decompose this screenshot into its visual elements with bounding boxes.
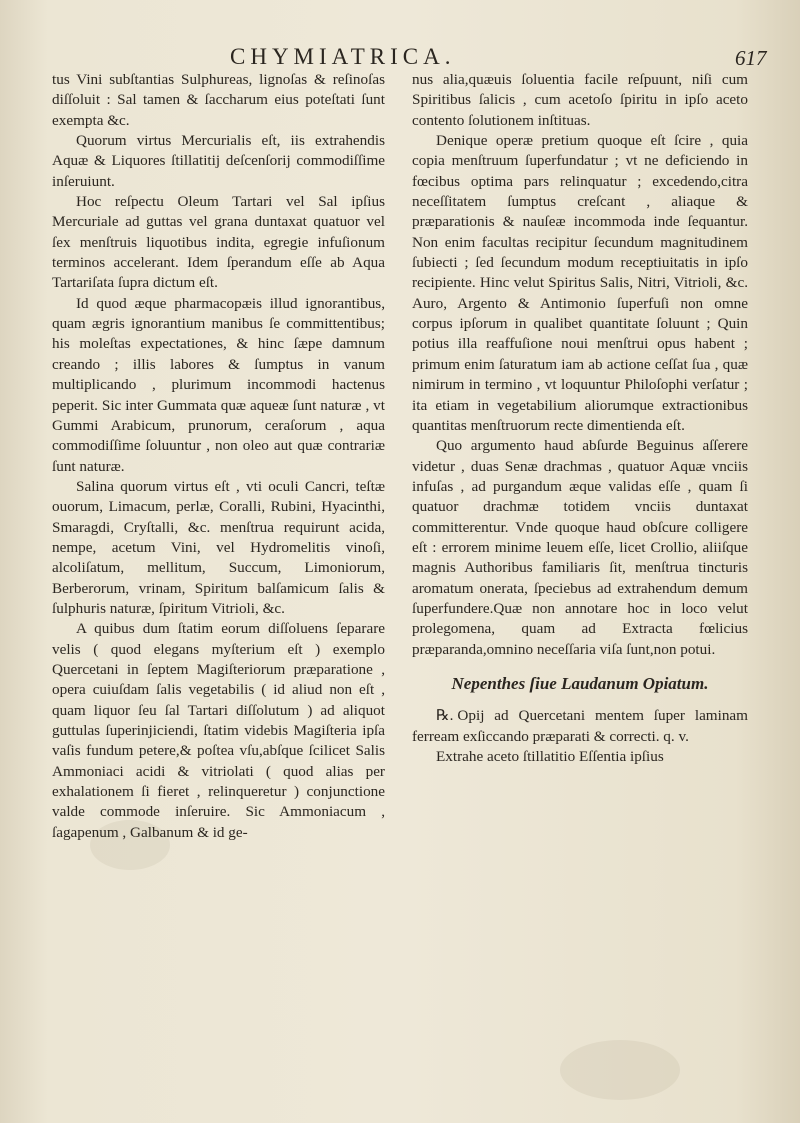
page-number: 617 <box>735 46 767 70</box>
recipe-line <box>412 706 748 747</box>
section-heading: Nepenthes ſiue Laudanum Opiatum. <box>451 673 709 693</box>
paragraph: Quorum virtus Mercurialis eſt, iis extrahendis Aquæ & Liquores ſtillatitij deſcenſorij commodiſſime inſeruiunt. <box>52 132 385 190</box>
recipe-line: Extrahe aceto ſtillatitio Eſſentia ipſius <box>436 748 664 765</box>
recipe-symbol: ℞. <box>436 707 454 725</box>
paragraph: Denique operæ pretium quoque eſt ſcire , quia copia menſtruum ſuperfundatur ; vt ne deficiendo in fœcibus optima pars relinquatur ; excedendo,citra neceſſitatem ſumptus creſcant , aliaque & præparationis & nauſeæ incommoda inde ſequantur. Non enim facultas recipitur ſecundum magnitudinem ſubiecti ; ſed ſecundum modum receptiuitatis in ipſo recipiente. Hinc velut Spiritus Salis, Nitri, Vitrioli, &c. Auro, Argento & Antimonio ſuperfuſi non omne corpus ipſorum in qualibet quantitate ſoluunt ; Quin potius illa reaffuſione noui menſtrui opus habent ; primum enim ſaturatum iam ab actione ceſſat ſua , quæ nimirum in termino , vt loquuntur Philoſophi verſatur ; ita etiam in vegetabilium aliorumque extractionibus quantitas menſtruorum recte dimentienda eſt. <box>412 132 748 434</box>
paragraph: tus Vini subſtantias Sulphureas, lignoſas & reſinoſas diſſoluit : Sal tamen & ſaccharum eius poteſtati ſunt exempta &c. <box>52 71 385 129</box>
paragraph: nus alia,quæuis ſoluentia facile reſpuunt, niſi cum Spiritibus ſalicis , cum acetoſo ſpiritu in ipſo aceto contento ſolutionem inſtituas. <box>412 71 748 129</box>
right-column <box>412 70 748 767</box>
paragraph: Salina quorum virtus eſt , vti oculi Cancri, teſtæ ouorum, Limacum, perlæ, Coralli, Rubini, Hyacinthi, Smaragdi, Cryſtalli, &c. menſtrua requirunt acida, nempe, acetum Vini, vel Hydromelitis vinoſi, alcoliſatum, mellitum, Succum, Limoniorum, Berberorum, vrinam, Spiritum balſamicum ſalis & ſulphuris naturæ, ſpiritum Vitrioli, &c. <box>52 477 385 617</box>
running-title: CHYMIATRICA. <box>230 44 456 69</box>
paragraph: Quo argumento haud abſurde Beguinus aſſerere videtur , duas Senæ drachmas , quatuor Aquæ vnciis infuſas , ad purgandum æque validas eſſe , quam ſi quatuor drachmæ totidem vnciis duntaxat committerentur. Vnde quoque haud obſcure colligere eſt : errorem minime leuem eſſe, licet Crollio, aliiſque magnis Authoribus familiaris ſit, menſtrua tincturis aromatum onerata, ſpeciebus ad extrahendum demum ſuperfundere.Quæ non annotare hoc in loco velut prolegomena, quam ad Extracta fœlicius præparanda,omnino neceſſaria viſa ſunt,non potui. <box>412 437 748 658</box>
paragraph: A quibus dum ſtatim eorum diſſoluens ſeparare velis ( quod elegans myſterium eſt ) exemplo Quercetani in ſeptem Magiſteriorum præparatione , opera cuiuſdam ſalis vegetabilis ( id aliud non eſt , quam liquor ſeu ſal Tartari diſſolutum ) ad aliquot guttulas ſuperinjiciendi, ſtatim videbis Magiſteria ipſa vaſis fundum petere,& poſtea vſu,abſque ſcilicet Salis Ammoniaci acidi & vitriolati ( quod alias per exhalationem ſi fieret , relinqueretur ) conjunctione valde commode inſeruire. Sic Ammoniacum , ſagapenum , Galbanum & id ge- <box>52 620 385 841</box>
paragraph: Id quod æque pharmacopæis illud ignorantibus, quam ægris ignorantium manibus ſe committentibus; his moleſtas expectationes, & hinc ſæpe damnum creando ; illis labores & ſumptus in vanum multiplicando , plurimum incommodi hactenus peperit. Sic inter Gummata quæ aqueæ ſunt naturæ , vt Gummi Arabicum, prunorum, ceraſorum , aqua commodiſſime ſoluuntur , non oleo aut quæ contrariæ ſunt naturæ. <box>52 294 385 475</box>
recipe-text: Opij ad Quercetani mentem ſuper laminam ferream exſiccando præparati & correcti. q. v. <box>412 707 748 745</box>
paragraph: Hoc reſpectu Oleum Tartari vel Sal ipſius Mercuriale ad guttas vel grana duntaxat quatuor vel ſex menſtruis liquotibus indita, egregie infuſionum terminos accelerant. Idem ſperandum eſſe ab Aqua Tartariſata ſupra dictum eſt. <box>52 193 385 292</box>
left-column <box>52 70 385 843</box>
paper-stain <box>560 1040 680 1100</box>
